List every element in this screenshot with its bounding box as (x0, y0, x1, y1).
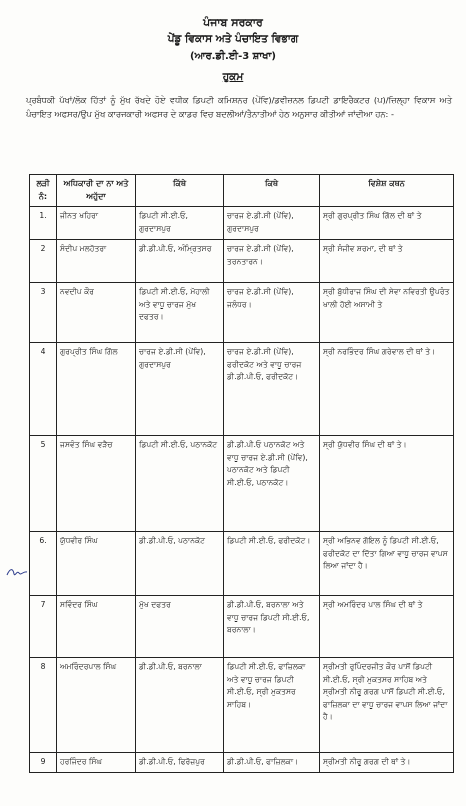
column-header-from: ਕਿੱਥੇ (136, 175, 224, 207)
cell-officer: ਸਵਿੰਦਰ ਸਿੰਘ (57, 596, 136, 658)
cell-remarks: ਸ੍ਰੀ ਅਮਰਿੰਦਰ ਪਾਲ ਸਿੰਘ ਦੀ ਥਾਂ ਤੇ (320, 596, 454, 658)
column-header-remarks: ਵਿਸ਼ੇਸ਼ ਕਥਨ (320, 175, 454, 207)
cell-officer: ਅਮਰਿੰਦਰਪਾਲ ਸਿੰਘ (57, 658, 136, 753)
cell-from: ਡੀ.ਡੀ.ਪੀ.ਓ, ਬਰਨਾਲਾ (136, 658, 224, 753)
government-name: ਪੰਜਾਬ ਸਰਕਾਰ (203, 16, 263, 29)
cell-serial: 9 (30, 753, 57, 773)
department-name: ਪੇਂਡੂ ਵਿਕਾਸ ਅਤੇ ਪੰਚਾਇਤ ਵਿਭਾਗ (167, 33, 299, 45)
cell-to: ਚਾਰਜ ਏ.ਡੀ.ਸੀ (ਪੇਂਵਿ), ਤਰਨਤਾਰਨ। (224, 240, 320, 283)
cell-from: ਚਾਰਜ ਏ.ਡੀ.ਸੀ (ਪੇਂਵਿ), ਗੁਰਦਾਸਪੁਰ (136, 343, 224, 436)
table-row (30, 436, 454, 532)
cell-remarks: ਸ੍ਰੀ ਗੁਰਪ੍ਰੀਤ ਸਿੰਘ ਗਿੱਲ ਦੀ ਥਾਂ ਤੇ (320, 207, 454, 240)
cell-officer: ਯੁੱਧਵੀਰ ਸਿੰਘ (57, 532, 136, 596)
cell-remarks: ਸ੍ਰੀ ਅਭਿਨਵ ਗੋਇਲ ਨੂੰ ਡਿਪਟੀ ਸੀ.ਈ.ਓ, ਫਰੀਦਕੋਟ ਦਾ ਦਿੱਤਾ ਗਿਆ ਵਾਧੂ ਚਾਰਜ ਵਾਪਸ ਲਿਆ ਜਾਂਦਾ ਹੈ। (320, 532, 454, 596)
cell-serial: 6. (30, 532, 57, 596)
cell-officer: ਜੀਨਤ ਖਹਿਰਾ (57, 207, 136, 240)
table-row (30, 596, 454, 658)
column-header-to: ਕਿਥੇ (224, 175, 320, 207)
table-row (30, 240, 454, 283)
cell-from: ਡਿਪਟੀ ਸੀ.ਈ.ਓ, ਮੋਹਾਲੀ ਅਤੇ ਵਾਧੂ ਚਾਰਜ ਮੁੱਖ ਦਫਤਰ। (136, 283, 224, 343)
cell-officer: ਸੰਦੀਪ ਮਲਹੋਤਰਾ (57, 240, 136, 283)
transfer-table (29, 174, 454, 773)
branch-name: (ਆਰ.ਡੀ.ਈ-3 ਸ਼ਾਖਾ) (190, 51, 276, 62)
cell-officer: ਜਸਵੰਤ ਸਿੰਘ ਵੜੈਚ (57, 436, 136, 532)
intro-paragraph: ਪ੍ਰਬੰਧਕੀ ਪੱਖਾਂ/ਲੋਕ ਹਿੱਤਾਂ ਨੂੰ ਮੁੱਖ ਰੱਖਦੇ ਹੋਏ ਵਧੀਕ ਡਿਪਟੀ ਕਮਿਸ਼ਨਰ (ਪੇਂਵਿ)/ਡਵੀਜ਼ਨਲ ਡਿਪਟੀ ਡਾਇਰੈਕਟਰ (ਪ)/ਜ਼ਿਲ੍ਹਾ ਵਿਕਾਸ ਅਤੇ ਪੰਚਾਇਤ ਅਫਸਰ/ਉਪ ਮੁੱਖ ਕਾਰਜਕਾਰੀ ਅਫਸਰ ਦੇ ਕਾਡਰ ਵਿਚ ਬਦਲੀਆਂ/ਤੈਨਾਤੀਆਂ ਹੇਠ ਅਨੁਸਾਰ ਕੀਤੀਆਂ ਜਾਂਦੀਆ ਹਨ: - (26, 95, 452, 119)
column-header-officer: ਅਧਿਕਾਰੀ ਦਾ ਨਾ ਅਤੇ ਅਹੁੱਦਾ (57, 175, 136, 207)
handwritten-initial-mark (5, 565, 29, 579)
column-header-serial: ਲੜੀ ਨੰ: (30, 175, 57, 207)
cell-from: ਡੀ.ਡੀ.ਪੀ.ਓ, ਪਠਾਨਕੋਟ (136, 532, 224, 596)
table-header-row (30, 175, 454, 207)
cell-serial: 7 (30, 596, 57, 658)
table-row (30, 207, 454, 240)
order-heading: ਹੁਕਮ (222, 71, 244, 83)
cell-to: ਡਿਪਟੀ ਸੀ.ਈ.ਓ, ਫਾਜ਼ਿਲਕਾ ਅਤੇ ਵਾਧੂ ਚਾਰਜ ਡਿਪਟੀ ਸੀ.ਈ.ਓ, ਸ੍ਰੀ ਮੁਕਤਸਰ ਸਾਹਿਬ। (224, 658, 320, 753)
document-header (0, 0, 466, 87)
cell-from: ਡੀ.ਡੀ.ਪੀ.ਓ, ਅੰਮ੍ਰਿਤਸਰ (136, 240, 224, 283)
cell-to: ਡੀ.ਡੀ.ਪੀ.ਓ ਪਠਾਨਕੋਟ ਅਤੇ ਵਾਧੂ ਚਾਰਜ ਏ.ਡੀ.ਸੀ (ਪੇਂਵਿ), ਪਠਾਨਕੋਟ ਅਤੇ ਡਿਪਟੀ ਸੀ.ਈ.ਓ, ਪਠਾਨਕੋਟ। (224, 436, 320, 532)
cell-serial: 1. (30, 207, 57, 240)
cell-to: ਚਾਰਜ ਏ.ਡੀ.ਸੀ (ਪੇਂਵਿ), ਜਲੰਧਰ। (224, 283, 320, 343)
cell-remarks: ਸ੍ਰੀ ਸੰਜੀਵ ਸ਼ਰਮਾ, ਦੀ ਥਾਂ ਤੇ (320, 240, 454, 283)
cell-to: ਚਾਰਜ ਏ.ਡੀ.ਸੀ (ਪੇਂਵਿ), ਗੁਰਦਾਸਪੁਰ (224, 207, 320, 240)
cell-serial: 4 (30, 343, 57, 436)
cell-serial: 5 (30, 436, 57, 532)
cell-officer: ਹਰਜਿੰਦਰ ਸਿੰਘ (57, 753, 136, 773)
cell-remarks: ਸ੍ਰੀ ਨਰਭਿੰਦਰ ਸਿੰਘ ਗਰੇਵਾਲ ਦੀ ਥਾਂ ਤੇ। (320, 343, 454, 436)
cell-from: ਡਿਪਟੀ ਸੀ.ਈ.ਓ, ਪਠਾਨਕੋਟ (136, 436, 224, 532)
cell-to: ਚਾਰਜ ਏ.ਡੀ.ਸੀ (ਪੇਂਵਿ), ਫਰੀਦਕੋਟ ਅਤੇ ਵਾਧੂ ਚਾਰਜ ਡੀ.ਡੀ.ਪੀ.ਓ, ਫਰੀਦਕੋਟ। (224, 343, 320, 436)
cell-remarks: ਸ੍ਰੀ ਯੁੱਧਵੀਰ ਸਿੰਘ ਦੀ ਥਾਂ ਤੇ। (320, 436, 454, 532)
table-row (30, 532, 454, 596)
cell-serial: 3 (30, 283, 57, 343)
cell-serial: 8 (30, 658, 57, 753)
cell-serial: 2 (30, 240, 57, 283)
cell-remarks: ਸ੍ਰੀਮਤੀ ਰੁਪਿੰਦਰਜੀਤ ਕੌਰ ਪਾਸੋਂ ਡਿਪਟੀ ਸੀ.ਈ.ਓ, ਸ੍ਰੀ ਮੁਕਤਸਰ ਸਾਹਿਬ ਅਤੇ ਸ੍ਰੀਮਤੀ ਨੀਰੂ ਗਰਗ ਪਾਸੋਂ ਡਿਪਟੀ ਸੀ.ਈ.ਓ, ਫਾਜ਼ਿਲਕਾ ਦਾ ਵਾਧੂ ਚਾਰਜ ਵਾਪਸ ਲਿਆ ਜਾਂਦਾ ਹੈ। (320, 658, 454, 753)
cell-from: ਡਿਪਟੀ ਸੀ.ਈ.ਓ, ਗੁਰਦਾਸਪੁਰ (136, 207, 224, 240)
cell-remarks: ਸ੍ਰੀ ਬੁੱਧੀਰਾਜ ਸਿੰਘ ਦੀ ਸੇਵਾ ਨਵਿਰਤੀ ਉਪਰੰਤ ਖਾਲੀ ਹੋਈ ਅਸਾਮੀ ਤੇ (320, 283, 454, 343)
cell-remarks: ਸ੍ਰੀਮਤੀ ਨੀਰੂ ਗਰਗ ਦੀ ਥਾਂ ਤੇ। (320, 753, 454, 773)
cell-to: ਡੀ.ਡੀ.ਪੀ.ਓ, ਫਾਜ਼ਿਲਕਾ। (224, 753, 320, 773)
cell-from: ਡੀ.ਡੀ.ਪੀ.ਓ, ਫਿਰੋਜ਼ਪੁਰ (136, 753, 224, 773)
table-row (30, 283, 454, 343)
cell-officer: ਗੁਰਪ੍ਰੀਤ ਸਿੰਘ ਗਿੱਲ (57, 343, 136, 436)
cell-from: ਮੁੱਖ ਦਫਤਰ (136, 596, 224, 658)
cell-to: ਡੀ.ਡੀ.ਪੀ.ਓ, ਬਰਨਾਲਾ ਅਤੇ ਵਾਧੂ ਚਾਰਜ ਡਿਪਟੀ ਸੀ.ਈ.ਓ, ਬਰਨਾਲਾ। (224, 596, 320, 658)
table-row (30, 658, 454, 753)
cell-officer: ਨਵਦੀਪ ਕੌਰ (57, 283, 136, 343)
cell-to: ਡਿਪਟੀ ਸੀ.ਈ.ਓ, ਫਰੀਦਕੋਟ। (224, 532, 320, 596)
table-row (30, 753, 454, 773)
table-row (30, 343, 454, 436)
